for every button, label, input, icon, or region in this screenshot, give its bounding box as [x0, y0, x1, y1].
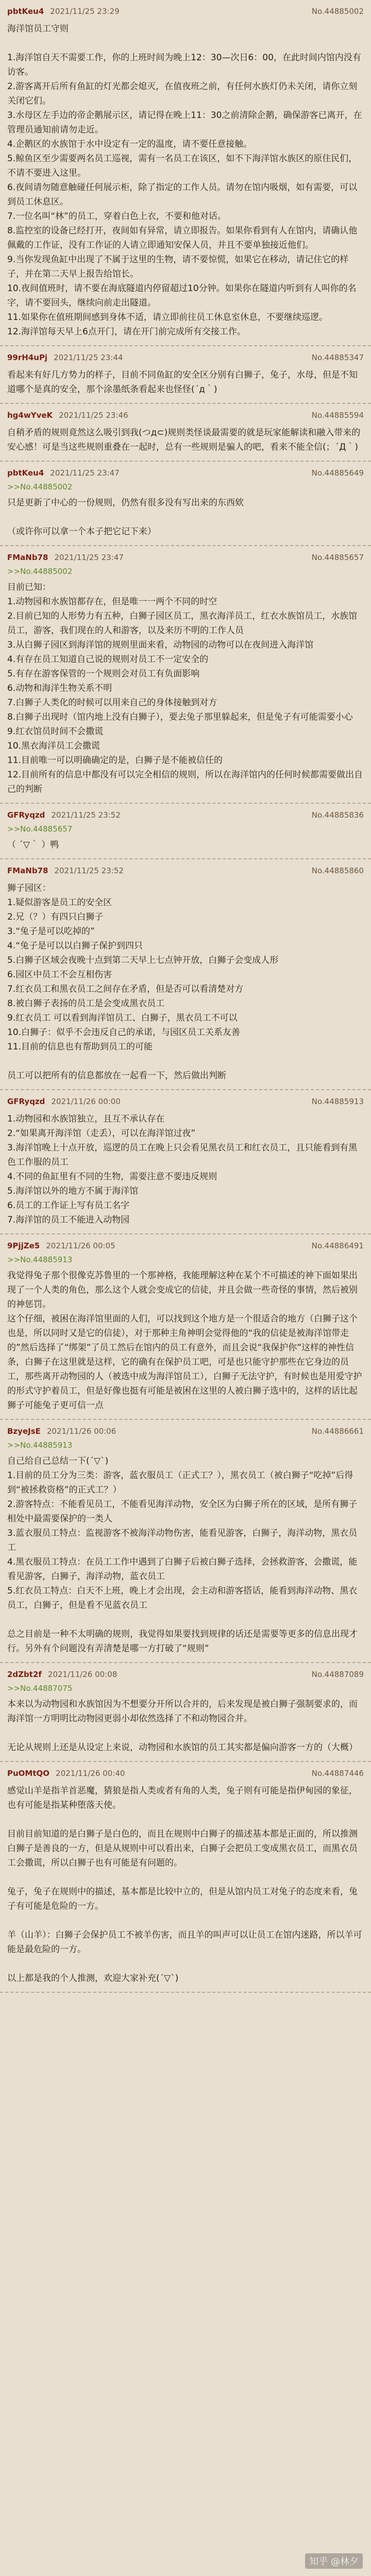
post-body: 自己给自己总结一下(´▽`) 1.目前的员工分为三类：游客，蓝衣服员工（正式工？），黑衣员工（被白狮子“吃掉”后得到“被拯救资格”的正式工？） 2.游客特点：不能看见员工，不能看见海洋动物，安全区为白狮子所在的区域，是所有狮子相处中最需要保护的一类人 3.蓝衣服员工特点：监视游客不被海洋动物伤害，能看见游客，白狮子，海洋动物，黑衣员工 4.黑衣服员工特点：在员工工作中遇到了白狮子后被白狮子选择，会拯救游客，会撒谎，能看见游客，白狮子，海洋动物，蓝衣员工 5.红衣员工特点：白天不上班，晚上才会出现，会主动和游客搭话，能看到海洋动物、黑衣员工，白狮子，但是看不见蓝衣员工 总之目前是一种不太明确的规则，我觉得如果要找到规律的话还是需要等更多的信息出现才行。另外有个问题没有弄清楚是哪一方打破了“规则”	[7, 1456, 358, 1654]
post-header	[7, 809, 364, 821]
post-body: 感觉山羊是指羊首恶魔，猜狼是指人类或者有角的人类，兔子则有可能是指伊甸园的象征，也有可能是指某种堕落天使。 目前目前知道的是白狮子是白色的，而且在规则中白狮子的描述基本都是正面的，所以推测白狮子是善良的一方，但是从规则中可以看出来，白狮子会把员工变成黑衣员工，而黑衣员工会撒谎，所以白狮子也有可能是有问题的。 兔子，兔子在规则中的描述，基本都是比较中立的，但是从馆内员工对兔子的态度来看，兔子有可能是危险的一方。 羊（山羊）：白狮子会保护员工不被羊伤害，而且羊的叫声可以让员工在馆内迷路，所以羊可能是最危险的一方。 以上都是我的个人推测，欢迎大家补充(´▽`)	[7, 1786, 362, 1984]
reply-link[interactable]: >>No.44885913	[7, 1440, 73, 1450]
post-body: 看起来有好几方势力的样子，目前不同鱼缸的安全区分别有白狮子，兔子，水母，但是不知道哪个是真的安全，那个涂墨纸条看起来也怪怪(´д｀)	[7, 370, 358, 395]
poster-id[interactable]: PuOMtQO	[7, 1769, 50, 1778]
post-time: 2021/11/25 23:52	[51, 810, 121, 820]
post-number[interactable]: No.44885649	[311, 468, 364, 478]
post-body: 本来以为动物园和水族馆因为不想要分开所以合并的，后来发现是被白狮子强制要求的，而海洋馆一方明明比动物园更弱小却依然选择了不和动物园合并。 无论从规则上还是从设定上来说，动物园和水族馆的员工其实都是偏向游客一方的（大概）	[7, 1699, 358, 1753]
post-body: 海洋馆员工守则 1.海洋馆自天不需要工作，你的上班时间为晚上12：30—次日6：00，在此时间内馆内没有访客。 2.游客离开后所有鱼缸的灯光都会熄灭，在值夜班之前，有任何水族灯仍未关闭，请你立刻关闭它们。 3.水母区左手边的帝企鹅展示区，请记得在晚上11：30之前清除企鹅，确保游客已离开，在管理员通知前请勿走近。 4.企鹅区的水族馆于水中设定有一定的温度，请不要任意接触。 5.鲸鱼区至少需要两名员工巡视，需有一名员工在该区，如不下海洋馆水族区的原住民们，不请不要进入这里。 6.夜间请勿随意触碰任何展示柜，除了指定的工作人员。请勿在馆内吸烟，如有需要，可以到员工休息区。 7.一位名叫“林”的员工，穿着白色上衣，不要和他对话。 8.监控室的设备已经打开，夜间如有异常，请立即报告。如果你看到有人在馆内，请确认他佩戴的工作证，没有工作证的人请立即通知安保人员，并且不要单独接近他们。 9.当你发现鱼缸中出现了不属于这里的生物，请不要惊慌，如果它在移动，请记住它的样子，并在第二天早上报告给馆长。 10.夜间值班时，请不要在海底隧道内停留超过10分钟。如果你在隧道内听到有人叫你的名字，请不要回头，继续向前走出隧道。 11.如果你在值班期间感到身体不适，请立即前往员工休息室休息，不要继续巡逻。 12.海洋馆每天早上6点开门，请在开门前完成所有交接工作。	[7, 24, 362, 337]
post	[0, 462, 371, 546]
post	[0, 1663, 371, 1762]
source-watermark: 知乎 @林夕	[305, 2553, 363, 2569]
post	[0, 546, 371, 804]
post-number[interactable]: No.44885594	[311, 411, 364, 420]
poster-id[interactable]: FMaNb78	[7, 553, 48, 562]
post-time: 2021/11/25 23:44	[54, 353, 123, 362]
post-number[interactable]: No.44886491	[311, 1241, 364, 1250]
reply-link[interactable]: >>No.44887075	[7, 1684, 73, 1693]
post-header	[7, 551, 364, 564]
post-number[interactable]: No.44885002	[311, 7, 364, 16]
post	[0, 1762, 371, 1993]
post-time: 2021/11/25 23:46	[59, 411, 128, 420]
post-number[interactable]: No.44887089	[311, 1670, 364, 1679]
reply-link[interactable]: >>No.44885002	[7, 482, 73, 492]
post-number[interactable]: No.44885836	[311, 810, 364, 820]
poster-id[interactable]: 99rH4uPj	[7, 353, 48, 362]
post-number[interactable]: No.44885860	[311, 866, 364, 875]
post-time: 2021/11/26 00:00	[51, 1097, 121, 1106]
poster-id[interactable]: pbtKeu4	[7, 7, 44, 16]
post	[0, 0, 371, 346]
post-number[interactable]: No.44886661	[311, 1427, 364, 1436]
post-number[interactable]: No.44887446	[311, 1769, 364, 1778]
post-header	[7, 467, 364, 479]
poster-id[interactable]: 2dZbt2f	[7, 1670, 42, 1679]
post-header	[7, 409, 364, 421]
post-header	[7, 1668, 364, 1681]
poster-id[interactable]: BzyeJsE	[7, 1427, 41, 1436]
post-body: （ ´▽｀ ）鸭	[7, 840, 59, 850]
post-header	[7, 1095, 364, 1108]
post-header	[7, 1425, 364, 1437]
post	[0, 1420, 371, 1663]
post-number[interactable]: No.44885347	[311, 353, 364, 362]
post-header	[7, 351, 364, 364]
post-time: 2021/11/26 00:06	[46, 1427, 116, 1436]
post-body: 我觉得兔子那个很像克苏鲁里的一个那神格，我能理解这种在某个不可描述的神下面如果出现了一个人类的角色，那么这个人就会变成它的信徒，并且会做一些奇怪的事情，然后被别的神惩罚。 这个仔细，被困在海洋馆里面的人们，可以找到这个地方是一个很适合的地方（白狮子这个也是，所以同时又是它的信徒），对于那种主角神明会觉得他的“我的信徒是被海洋馆带走的”然后选择了“绑架”了员工然后在馆内的员工有意外，而且会说“我保护你”这样的神性信条，白狮子在这里就是这样，它的确有在保护员工吧，可是也只能守护那些在它身边的员工，那些离开动物园的人（被选中成为海洋馆员工），白狮子无法守护，有时候也是用爱守护的形式守护着员工，但是好像也挺有可能是被困在这里的人被白狮子选中的，这样的话比起狮子可能兔子更可信一点	[7, 1270, 362, 1411]
post-number[interactable]: No.44885913	[311, 1097, 364, 1106]
post-time: 2021/11/26 00:08	[47, 1670, 117, 1679]
post-body: 自稍矛盾的规则竟然这么吸引到我(つд⊂)规则类怪谈最需要的就是玩家能解读和融入带来的安心感！可是当这些规则重叠在一起时，总有一些规则是骗人的吧，看来不能全信(；´Д｀)	[7, 428, 361, 452]
post-number[interactable]: No.44885657	[311, 553, 364, 562]
reply-link[interactable]: >>No.44885002	[7, 567, 73, 576]
post	[0, 804, 371, 859]
post-time: 2021/11/25 23:52	[54, 866, 124, 875]
post-header	[7, 1767, 364, 1780]
post-header	[7, 865, 364, 877]
post	[0, 346, 371, 404]
poster-id[interactable]: pbtKeu4	[7, 468, 44, 478]
post-time: 2021/11/26 00:40	[56, 1769, 125, 1778]
post-body: 只是更新了中心的一份规则，仍然有很多没有写出来的东西欸 （或许你可以拿一个本子把它记下来）	[7, 498, 244, 537]
poster-id[interactable]: FMaNb78	[7, 866, 48, 875]
post-body: 狮子园区： 1.疑似游客是员工的安全区 2.兄（？）有四只白狮子 3.“兔子是可以吃掉的” 4.“兔子是可以以白狮子保护到四只 5.白狮子区域会夜晚十点到第二天早上七点钟开放，白狮子会变成人形 6.园区中员工不会互相伤害 7.红衣员工和黑衣员工之间存在矛盾，但是否可以看清楚对方 8.被白狮子表扬的员工是会变成黑衣员工 9.红衣员工 可以看到海洋馆员工、白狮子，黑衣员工不可以 10.白狮子：似乎不会违反自己的承诺，与园区员工关系友善 11.目前的信息也有帮助到员工的可能 员工可以把所有的信息都放在一起看一下，然后做出判断	[7, 883, 279, 1081]
reply-link[interactable]: >>No.44885657	[7, 824, 73, 834]
post-time: 2021/11/25 23:29	[50, 7, 120, 16]
post-time: 2021/11/26 00:05	[46, 1241, 115, 1250]
reply-link[interactable]: >>No.44885913	[7, 1255, 73, 1264]
post-time: 2021/11/25 23:47	[54, 553, 124, 562]
post-header	[7, 5, 364, 18]
post-time: 2021/11/25 23:47	[50, 468, 120, 478]
poster-id[interactable]: GFRyqzd	[7, 810, 45, 820]
post	[0, 1090, 371, 1234]
post	[0, 1234, 371, 1420]
post	[0, 859, 371, 1090]
poster-id[interactable]: GFRyqzd	[7, 1097, 45, 1106]
post-header	[7, 1240, 364, 1252]
post-body: 目前已知： 1.动物园和水族馆都存在，但是唯一一两个不同的时空 2.目前已知的人形势力有五种，白狮子园区员工，黑衣海洋员工，红衣水族馆员工，水族馆员工，游客，我们现在的人和游客，以及来历不明的工作人员 3.从白狮子园区到海洋馆的规则里面来看，动物园的动物可以在夜间进入海洋馆 4.有存在员工知道自己说的规则对员工不一定安全的 5.有存在游客保管的一个规则会对员工有负面影响 6.动物和海洋生物关系不明 7.白狮子人类化的时候可以用来自己的身体接触到对方 8.白狮子出现时（馆内地上没有白狮子），要去兔子那里躲起来，但是兔子有可能需要小心 9.红衣馆员时间不会撒谎 10.黑衣海洋员工会撒谎 11.目前唯一可以明确确定的是，白狮子是不能被信任的 12.目前所有的信息中都没有可以完全相信的规则，所以在海洋馆内的任何时候都需要做出自己的判断	[7, 582, 363, 794]
poster-id[interactable]: hg4wYveK	[7, 411, 53, 420]
post-body: 1.动物园和水族馆独立，且互不承认存在 2.“如果离开海洋馆（走丢），可以在海洋馆过夜” 3.海洋馆晚上十点开放，巡逻的员工在晚上只会看见黑衣员工和红衣员工，且只能看到有黑色工作服的员工 4.不同的鱼缸里有不同的生物，需要注意不要违反规则 5.海洋馆以外的地方不属于海洋馆 6.员工的工作证上写有员工名字 7.海洋馆的员工不能进入动物园	[7, 1114, 358, 1225]
poster-id[interactable]: 9PjjZe5	[7, 1241, 40, 1250]
post	[0, 404, 371, 462]
